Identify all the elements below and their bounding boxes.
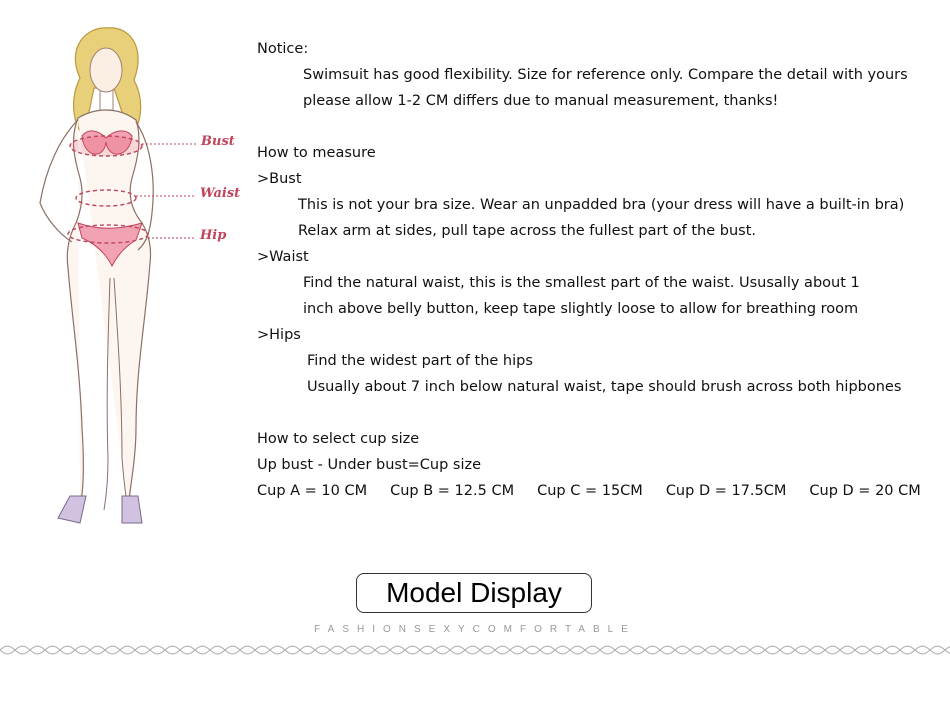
wave-divider <box>0 640 950 660</box>
cup-size-item: Cup D = 17.5CM <box>665 483 787 499</box>
bust-line-2: Relax arm at sides, pull tape across the fullest part of the bust. <box>298 223 756 239</box>
bust-line-1: This is not your bra size. Wear an unpadded bra (your dress will have a built-in bra) <box>298 197 905 213</box>
bust-label: Bust <box>201 134 235 149</box>
waist-line-1: Find the natural waist, this is the smallest part of the waist. Ususally about 1 <box>303 275 860 291</box>
waist-label: Waist <box>200 186 241 201</box>
hips-heading: >Hips <box>257 327 301 343</box>
cup-size-formula: Up bust - Under bust=Cup size <box>257 457 482 473</box>
hip-label: Hip <box>200 228 227 243</box>
size-guide-text <box>257 36 937 504</box>
hips-line-2: Usually about 7 inch below natural waist, tape should brush across both hipbones <box>307 379 902 395</box>
model-display-button[interactable]: Model Display <box>356 573 592 613</box>
waist-line-2: inch above belly button, keep tape slightly loose to allow for breathing room <box>303 301 859 317</box>
cup-size-item: Cup B = 12.5 CM <box>390 483 515 499</box>
model-sketch <box>18 18 248 533</box>
waist-heading: >Waist <box>257 249 309 265</box>
cup-size-item: Cup D = 20 CM <box>809 483 921 499</box>
how-to-measure-title: How to measure <box>257 145 376 161</box>
cup-size-item: Cup A = 10 CM <box>257 483 368 499</box>
tagline: FASHIONSEXYCOMFORTABLE <box>314 624 636 635</box>
model-sketch-illustration <box>18 18 248 533</box>
cup-size-title: How to select cup size <box>257 431 420 447</box>
notice-line-1: Swimsuit has good flexibility. Size for reference only. Compare the detail with yours <box>303 67 908 83</box>
cup-size-item: Cup C = 15CM <box>537 483 643 499</box>
wave-divider-graphic <box>0 640 950 660</box>
hips-line-1: Find the widest part of the hips <box>307 353 533 369</box>
bust-heading: >Bust <box>257 171 302 187</box>
notice-line-2: please allow 1-2 CM differs due to manual measurement, thanks! <box>303 93 779 109</box>
notice-title: Notice: <box>257 41 309 57</box>
cup-size-list <box>257 478 937 504</box>
